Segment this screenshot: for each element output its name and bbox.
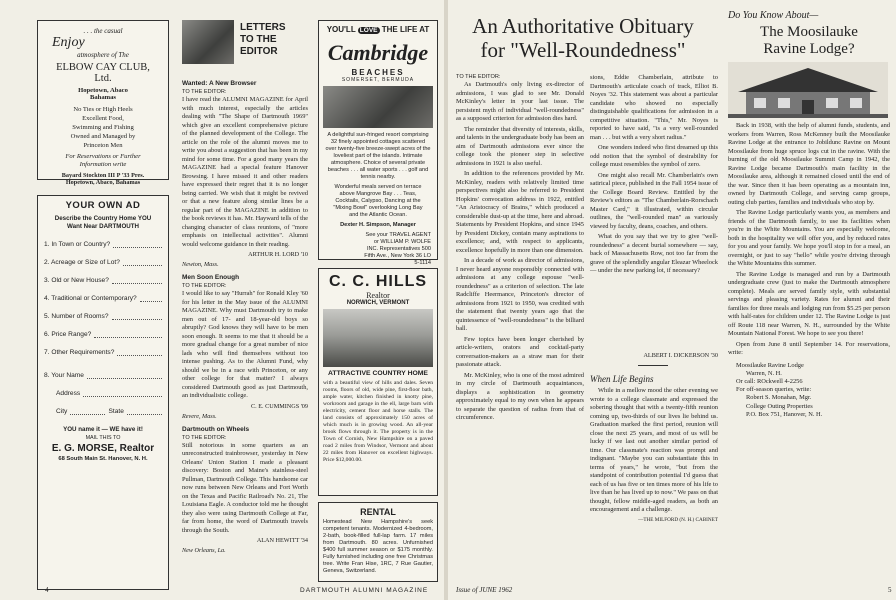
article-paragraph: Few topics have been longer cherished by article-writers, orators and cocktail-party conversation-makers as a straw man for their passionate attack. [456, 335, 584, 368]
cambridge-beaches-ad [318, 20, 438, 266]
article-column-1 [456, 74, 584, 584]
article-paragraph: As Dartmouth's only living ex-director of admissions, I was glad to see Mr. Donald McKinley's letter in your last issue. The persistent myth of individual "well-roundedness" as a supposed criterion for admission dies hard. [456, 81, 584, 122]
page-number-right: 5 [888, 586, 892, 594]
life-source: —THE MILFORD (N. H.) CABINET [638, 516, 718, 523]
address-line: Robert S. Monahan, Mgr. [746, 394, 812, 402]
cambridge-tagline-a: YOU'LL [326, 25, 356, 34]
country-home-photo [323, 309, 433, 367]
issue-date: Issue of JUNE 1962 [456, 586, 513, 594]
cambridge-tagline-b: THE LIFE AT [381, 25, 430, 34]
rental-text: Homestead New Hampshire's seek competent tenants. Modernized 4-bedroom, 2-bath, book-filled full-lap farm. 17 miles from Dartmouth. 80 acres. Unfurnished $400 full summer season or $175 monthly. Fully furnished including one free Christmas tree. Write Fran Hise, 1RC, 7 Rue Gautier, Geneva, Switzerland. [323, 519, 433, 574]
feature-item: No Ties or High Heels [73, 106, 133, 113]
feature-item: Excellent Food, [82, 115, 124, 122]
cambridge-photo [323, 86, 433, 128]
article-to: TO THE EDITOR: [456, 74, 501, 80]
letter-item [182, 274, 308, 420]
letter-title: Wanted: A New Browser [182, 80, 257, 87]
life-title: When Life Begins [590, 374, 654, 384]
enjoy-script: Enjoy [52, 35, 85, 50]
cambridge-manager: Dexter H. Simpson, Manager [340, 222, 416, 228]
letter-place: New Orleans, La. [182, 547, 226, 554]
letter-text: I have read the ALUMNI MAGAZINE for April with much interest, especially the articles dealing with "The Shape of Dartmouth 1969" which give an excellent comprehensive picture of the planned development of the College. The article on the role of the alumni moves me to write you about a suggestion that has been in my mind for some time. For a good many years the MAGAZINE had a special feature Hanover Browsing. I have missed it and other readers have expressed their regret that it is no longer being carried. We wish that it might be revived or that a new feature along similar lines be a regular part of the MAGAZINE in addition to the book reviews it has. Mr. Hayward tells of the changing character of class reunions, of "more emphasis on intellectual activities". Alumni would welcome guidance in their reading. [182, 96, 308, 248]
article-paragraph: sions, Eddie Chamberlain, attribute to Dartmouth's articulate coach of track, Elliot B. Noyes '32. This statement was about a particular candidate who showed no especially distinguishable qualifications for admission in a competitive situation. "This," Mr. Noyes is reported to have said, "is a very well-rounded man . . . but with a very short radius." [590, 74, 718, 141]
realtor-address: 68 South Main St. Hanover, N. H. [58, 456, 148, 462]
article-title: An Authoritative Obituary [472, 14, 694, 38]
question-3[interactable]: 3. Old or New House? [44, 277, 162, 284]
magazine-title: DARTMOUTH ALUMNI MAGAZINE [300, 587, 429, 594]
letter-signer: ARTHUR H. LORD '10 [248, 251, 308, 258]
letter-place: Newton, Mass. [182, 261, 219, 268]
cc-hills-name: C. C. HILLS [328, 273, 428, 290]
mail-to: MAIL THIS TO [85, 435, 121, 441]
page-number-left: 4 [45, 586, 49, 594]
life-text: While in a mellow mood the other evening we wrote to a college classmate and expressed the sobering thought that with a twenty-fifth reunion coming up, two-thirds of our lives lie behind us. Graduation marked the first period, reunion will close the next 25 years, and most of us will be lucky if we last out another similar period of time. Our classmate's reaction was prompt and indignant. "Maybe you can substantiate this in terms of years," he wrote, "but from the standpoint of contribution potential I'd guess that each of us has five or ten times more of his life to live than he has lived up to now." We pass on that thought, fellow middle-aged readers, as both an encouragement and a challenge. [590, 387, 718, 513]
question-7[interactable]: 7. Other Requirements? [44, 349, 162, 356]
letters-column [182, 20, 308, 592]
address-field[interactable]: Address [56, 390, 162, 397]
name-field[interactable]: 8. Your Name [44, 372, 162, 379]
address-line: Warren, N. H. [746, 369, 782, 377]
article-paragraph: In a decade of work as director of admissions, I never heard anyone responsibly connected with admissions at any college espouse "well-roundedness" as a criterion of selection. The late Radcliffe Heermance, Princeton's director of admissions from 1921 to 1950, was credited with the statement that twenty years ago that the quintessence of "well-roundedness" is the billiard ball. [456, 257, 584, 332]
letter-place: Revere, Mass. [182, 412, 217, 420]
article-title-line2: for "Well-Roundedness" [480, 38, 686, 62]
letters-header: LETTERS [240, 22, 286, 33]
letter-text: Still notorious in some quarters as an unreconstructed trainbrowser, yesterday in New Orleans' Union Station I made a pleasant discovery: Boston and Maine's stainless-steel Pullman, Dartmouth College. This handsome car now runs between New Orleans and Fort Worth on the Texas and Pacific Railroad's No. 21, The Louisiana Eagle. A conductor told me he thought they also were using Dartmouth College at Far, far from home, the word of Dartmouth travels through the South. [182, 441, 308, 534]
sidebar-paragraph: Open from June 8 until September 14. For reservations, write: [728, 340, 890, 356]
club-country: Bahamas [89, 94, 116, 101]
elbow-cay-ad [37, 20, 169, 186]
letter-to: TO THE EDITOR: [182, 283, 227, 289]
address-line: Or call: ROckwell 4-2256 [736, 377, 803, 385]
club-address: Hopetown, Abaco, Bahamas [65, 179, 141, 186]
cc-hills-role: Realtor [366, 291, 390, 300]
cambridge-beaches: BEACHES [351, 68, 405, 77]
letter-item [182, 426, 308, 555]
sidebar-title-line2: Ravine Lodge? [763, 41, 855, 57]
heart-love: LOVE [359, 27, 378, 34]
address-line: Moosilauke Ravine Lodge [736, 361, 804, 369]
letters-header-editor: EDITOR [240, 46, 278, 57]
address-line: College Outing Properties [746, 402, 813, 410]
address-line: P.O. Box 751, Hanover, N. H. [746, 410, 823, 418]
question-2[interactable]: 2. Acreage or Size of Lot? [44, 259, 162, 266]
right-page [448, 0, 896, 600]
letter-title: Men Soon Enough [182, 274, 240, 281]
moosilauke-sidebar [728, 10, 890, 590]
when-life-begins [590, 374, 718, 544]
sidebar-paragraph: The Ravine Lodge is managed and run by a Dartmouth undergraduate crew (just to make the Dartmouth atmosphere complete). Meals are served family style, with substantial servings and pleasing variety. Rates for alumni and their families for three meals and lodging run from $5.25 per person with half-rates for children under 12. The Ravine Lodge is just off Route 118 near Warren, N. H., surrounded by the White Mountain National Forest. We hope to see you there! [728, 270, 890, 337]
section-divider [638, 365, 668, 366]
tagline: . . . the casual [83, 27, 123, 35]
letters-header-sub: TO THE [240, 34, 277, 45]
rental-ad [318, 502, 438, 582]
article-paragraph: One wonders indeed who first dreamed up this odd notion that the symbol of desirability for college must resembles the symbol of zero. [590, 144, 718, 168]
cc-hills-text: with a beautiful view of hills and dales. Seven rooms, floors of old, wide pine, first-floor bath, ample water, kitchen finished in knotty pine, workroom and garage in the ell, large barn with electricity, cement floor and horse stalls. The land consists of approximately 150 acres of which much is in growing wood. An all-year brook flows through it. The property is in the Town of Cornish, New Hampshire on a paved road 2 miles from Windsor, Vermont and about 22 miles from Hanover on excellent highways. Price $12,000.00. [323, 380, 433, 463]
question-6[interactable]: 6. Price Range? [44, 331, 162, 338]
cambridge-meals: Wonderful meals served on terrace above Mangrove Bay . . . Teas, Cocktails, Calypso, Dancing at the "Mixing Bowl" overlooking Long Bay and the Atlantic Ocean. [333, 184, 423, 218]
article-paragraph: The reminder that diversity of interests, skills, and talents in the undergraduate body has been an aim of Dartmouth admissions ever since the college took the pioneer step in selective admissions in 1921 is also useful. [456, 125, 584, 167]
cambridge-logo: Cambridge [327, 40, 429, 65]
photo-caption: ATTRACTIVE COUNTRY HOME [328, 370, 428, 377]
sidebar-paragraph: Back in 1938, with the help of alumni funds, students, and workers from Warren, Ross McKenney built the Moosilauke Ravine Lodge at the entrance to Jobildunc Ravine on Mount Moosilauke from huge spruce logs cut in the ravine. With the burning of the old Moosilauke Summit Camp in 1942, the Ravine Lodge became Dartmouth's main facility in the Moosilauke area, although it remained closed until the end of the war. Since then it has been operating as a mountain inn, owned by Dartmouth College, and serving camp groups, outing club parties, families and individuals who stop by. [728, 122, 890, 206]
realtor-name: E. G. MORSE, Realtor [51, 443, 155, 454]
article-column-2 [590, 74, 718, 344]
letters-header-image [182, 20, 234, 64]
club-name: ELBOW CAY CLUB, Ltd. [56, 62, 150, 84]
article-signer: ALBERT I. DICKERSON '30 [643, 352, 718, 359]
sidebar-intro: Do You Know About— [728, 10, 819, 21]
your-own-ad [37, 195, 169, 590]
question-5[interactable]: 5. Number of Rooms? [44, 313, 162, 320]
letter-title: Dartmouth on Wheels [182, 425, 250, 433]
form-intro: Describe the Country Home YOU Want Near DARTMOUTH [54, 215, 152, 230]
feature-item: Princeton Men [83, 142, 123, 149]
cc-hills-location: NORWICH, VERMONT [346, 300, 410, 306]
feature-item: Owned and Managed by [70, 133, 136, 140]
sidebar-title: The Moosilauke [760, 24, 858, 40]
letter-to: TO THE EDITOR: [182, 434, 227, 441]
address-line: For off-season queries, write: [736, 386, 812, 394]
cambridge-location: SOMERSET, BERMUDA [341, 77, 415, 83]
rental-title: RENTAL [360, 507, 396, 517]
letter-to: TO THE EDITOR: [182, 89, 227, 95]
lodge-illustration [728, 62, 888, 118]
letter-item [182, 80, 308, 268]
question-1[interactable]: 1. In Town or Country? [44, 241, 162, 248]
cambridge-agent: See your TRAVEL AGENT or WILLIAM P. WOLFE INC. Representatives 500 Fifth Ave., New York 36 LO 5-1114 [364, 232, 431, 266]
atmosphere-text: atmosphere of The [77, 51, 129, 59]
cambridge-description: A delightful sun-fringed resort comprising 32 finely appointed cottages scattered over twenty-five breeze-swept acres of the loveliest part of the islands. Intimate atmosphere. Choice of several private beaches . . . all water sports . . . golf and tennis nearby. [325, 132, 431, 180]
question-4[interactable]: 4. Traditional or Contemporary? [44, 295, 162, 302]
article-paragraph: What do you say that we try to give "well-roundedness" a decent burial somewhere — say, back of Massachusetts Row, not too far from the grave of the splendidly angular Eleazar Wheelock — under the new parking lot, if necessary? [590, 233, 718, 274]
article-paragraph: In addition to the references provided by Mr. McKinley, readers with relatively limited time perspectives might also be referred to President Hopkins' convocation address in 1922, entitled "An Aristocracy of Brains," which produced a considerable dust-up at the time, here and abroad. Statements by President Hopkins, and since 1945 by President Dickey, contain many aspirations to excellence; and, with respect to applicants, excellence hopefully in more than one dimension. [456, 170, 584, 254]
sidebar-paragraph: The Ravine Lodge particularly wants you, as members and friends of the Dartmouth family, to use its facilities when you're in the White Mountains. You are especially welcome, both in the hospitality we will offer you, and by reduced rates for you and your family. We hope you'll stop in for a meal, an overnight, or just to say "hello" while you're driving through the White Mountains this summer. [728, 209, 890, 267]
left-page [0, 0, 445, 600]
club-location: Hopetown, Abaco [78, 87, 128, 94]
letter-signer: C. E. CUMMINGS '09 [251, 402, 308, 410]
city-state-field[interactable]: City State [56, 408, 162, 415]
reservations-text: For Reservations or Further Information write [65, 153, 141, 168]
feature-item: Swimming and Fishing [72, 124, 134, 131]
article-paragraph: Mr. McKinley, who is one of the most admired in my circle of Dartmouth acquaintances, displays a sophistication in geometry approximately equal to my own when he appears to separate the question of radius from that of circumference. [456, 371, 584, 421]
letter-signer: ALAN HEWITT '34 [256, 537, 308, 544]
club-contact: Bayard Stockton III P '33 Pres. [61, 172, 145, 179]
cc-hills-ad [318, 268, 438, 496]
article-paragraph: One might also recall Mr. Chamberlain's own satirical piece, published in the Fall 1954 issue of the College Board Review. Entitled by the Review's editors as "The Chamberlain-Rorschach Master Card," it illustrated, within circular outlines, the "well-rounded man" as variously viewed by faculty, deans, coaches, and others. [590, 171, 718, 230]
letter-text: I would like to say "Hurrah" for Ronald Kley '60 for his letter in the May issue of the ALUMNI MAGAZINE. Why must Dartmouth try to make men out of 17- and 18-year-old boys so abruptly? God knows they will have to be men soon enough. It seems to me that it should be a more gradual change for a great number of nice lads who will find themselves without too intense pushing. As to the Alumni Fund, why should we be in a race with Princeton, or any other college for that matter? I always considered Dartmouth good as just Dartmouth, an individualistic college. [182, 290, 308, 399]
form-footer: YOU name it — WE have it! [63, 426, 143, 433]
form-title: YOUR OWN AD [65, 200, 141, 211]
